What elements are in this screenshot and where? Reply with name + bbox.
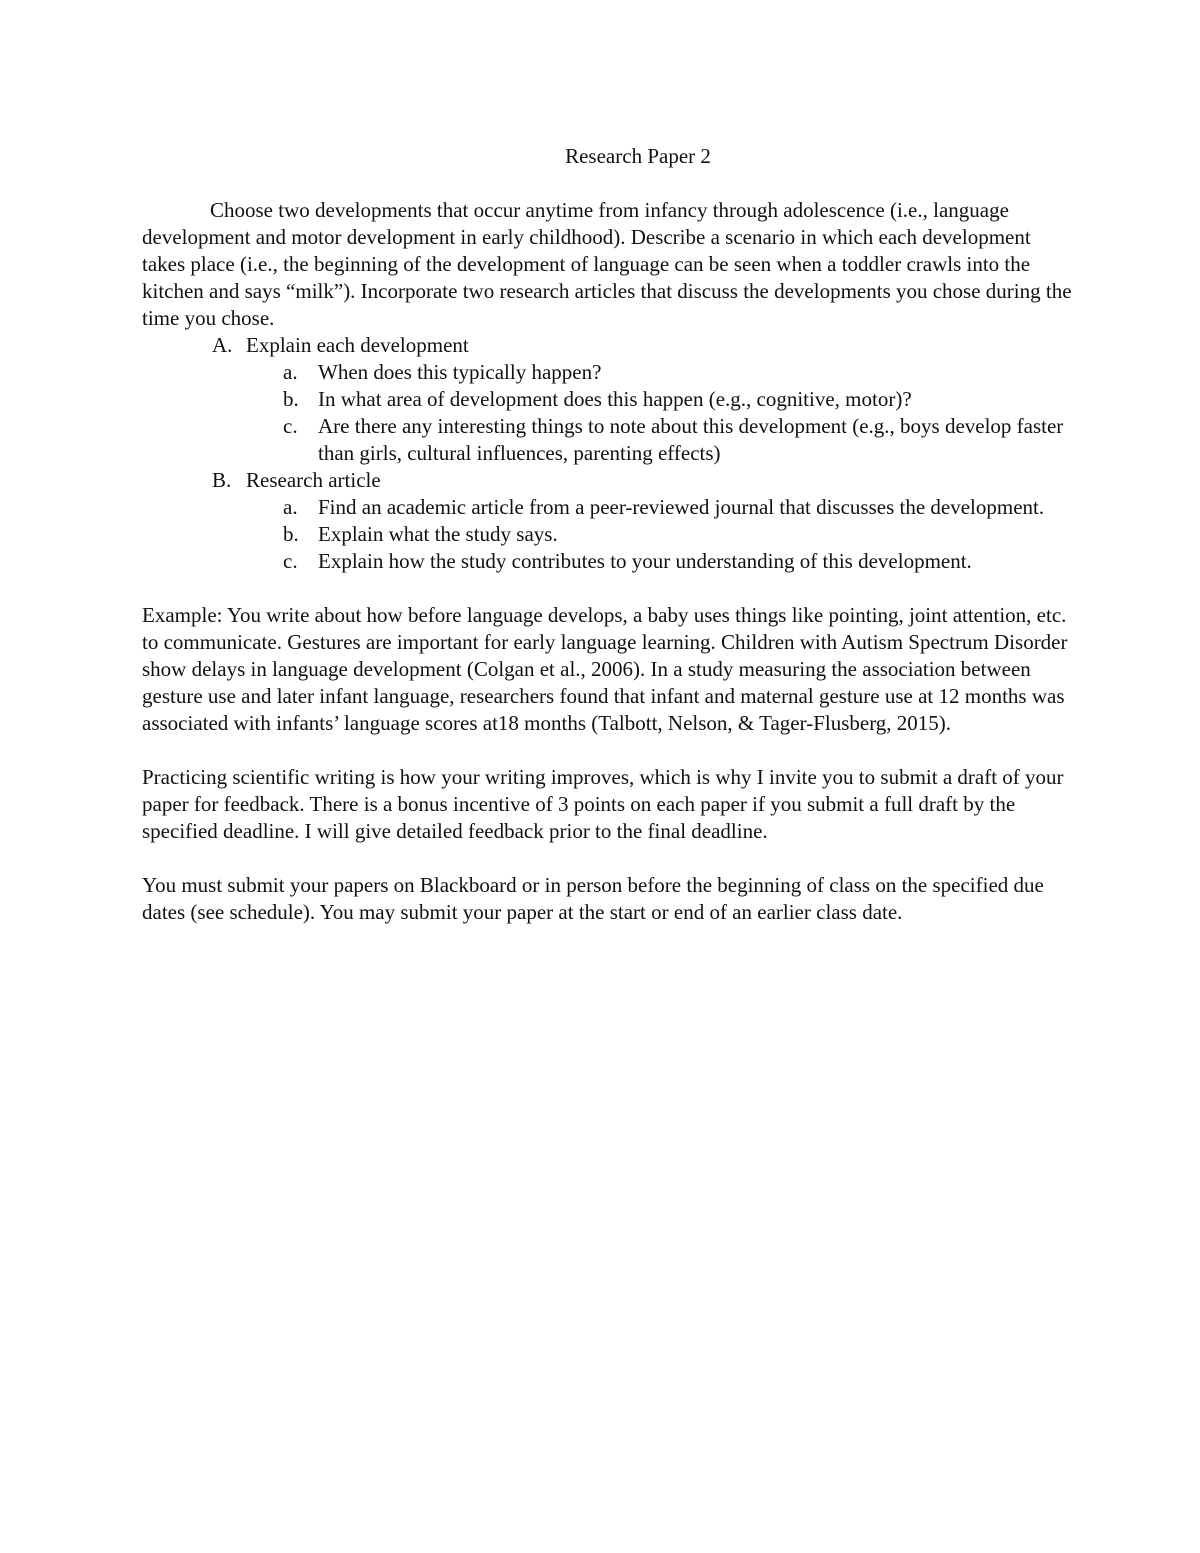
section-a (142, 332, 1072, 467)
list-item-marker: a. (283, 360, 298, 384)
intro-paragraph: Choose two developments that occur anytime from infancy through adolescence (i.e., language development and motor development in early childhood). Describe a scenario in which each development takes place (i.e., the beginning of the development of language can be seen when a toddler crawls into the kitchen and says “milk”). Incorporate two research articles that discuss the developments you chose during the time you chose. (142, 198, 1072, 330)
list-item (142, 521, 1072, 548)
paragraph-spacer (142, 575, 1072, 602)
list-item-text: In what area of development does this happen (e.g., cognitive, motor)? (318, 387, 912, 411)
list-item-text: Find an academic article from a peer-reviewed journal that discusses the development. (318, 495, 1045, 519)
section-a-marker: A. (212, 333, 233, 357)
example-paragraph: Example: You write about how before language develops, a baby uses things like pointing, joint attention, etc. to communicate. Gestures are important for early language learning. Children with Autism Spectrum Disorder show delays in language development (Colgan et al., 2006). In a study measuring the association between gesture use and later infant language, researchers found that infant and maternal gesture use at 12 months was associated with infants’ language scores at18 months (Talbott, Nelson, & Tager-Flusberg, 2015). (142, 603, 1068, 735)
list-item-text: Are there any interesting things to note about this development (e.g., boys develop faster than girls, cultural influences, parenting effects) (318, 414, 1064, 465)
section-b (142, 467, 1072, 575)
list-item-marker: a. (283, 495, 298, 519)
list-item (142, 494, 1072, 521)
section-a-label: Explain each development (246, 333, 469, 357)
section-b-items (246, 494, 1072, 575)
list-item (142, 548, 1072, 575)
list-item-marker: c. (283, 414, 298, 438)
list-item-text: Explain how the study contributes to your understanding of this development. (318, 549, 972, 573)
practice-paragraph: Practicing scientific writing is how your writing improves, which is why I invite you to submit a draft of your paper for feedback. There is a bonus incentive of 3 points on each paper if you submit a full draft by the specified deadline. I will give detailed feedback prior to the final deadline. (142, 765, 1064, 843)
list-item-text: Explain what the study says. (318, 522, 558, 546)
list-item-marker: b. (283, 387, 299, 411)
section-a-items (246, 359, 1072, 467)
paragraph-spacer (142, 737, 1072, 764)
section-b-marker: B. (212, 468, 232, 492)
list-item-marker: b. (283, 522, 299, 546)
document-title: Research Paper 2 (565, 144, 711, 168)
list-item-marker: c. (283, 549, 298, 573)
section-b-label: Research article (246, 468, 381, 492)
document-page (142, 143, 1072, 926)
requirements-list (142, 332, 1072, 575)
list-item-text: When does this typically happen? (318, 360, 602, 384)
submission-paragraph: You must submit your papers on Blackboard or in person before the beginning of class on the specified due dates (see schedule). You may submit your paper at the start or end of an earlier class date. (142, 873, 1044, 924)
list-item (142, 359, 1072, 386)
paragraph-spacer (142, 845, 1072, 872)
list-item (142, 386, 1072, 413)
list-item (142, 413, 1072, 467)
